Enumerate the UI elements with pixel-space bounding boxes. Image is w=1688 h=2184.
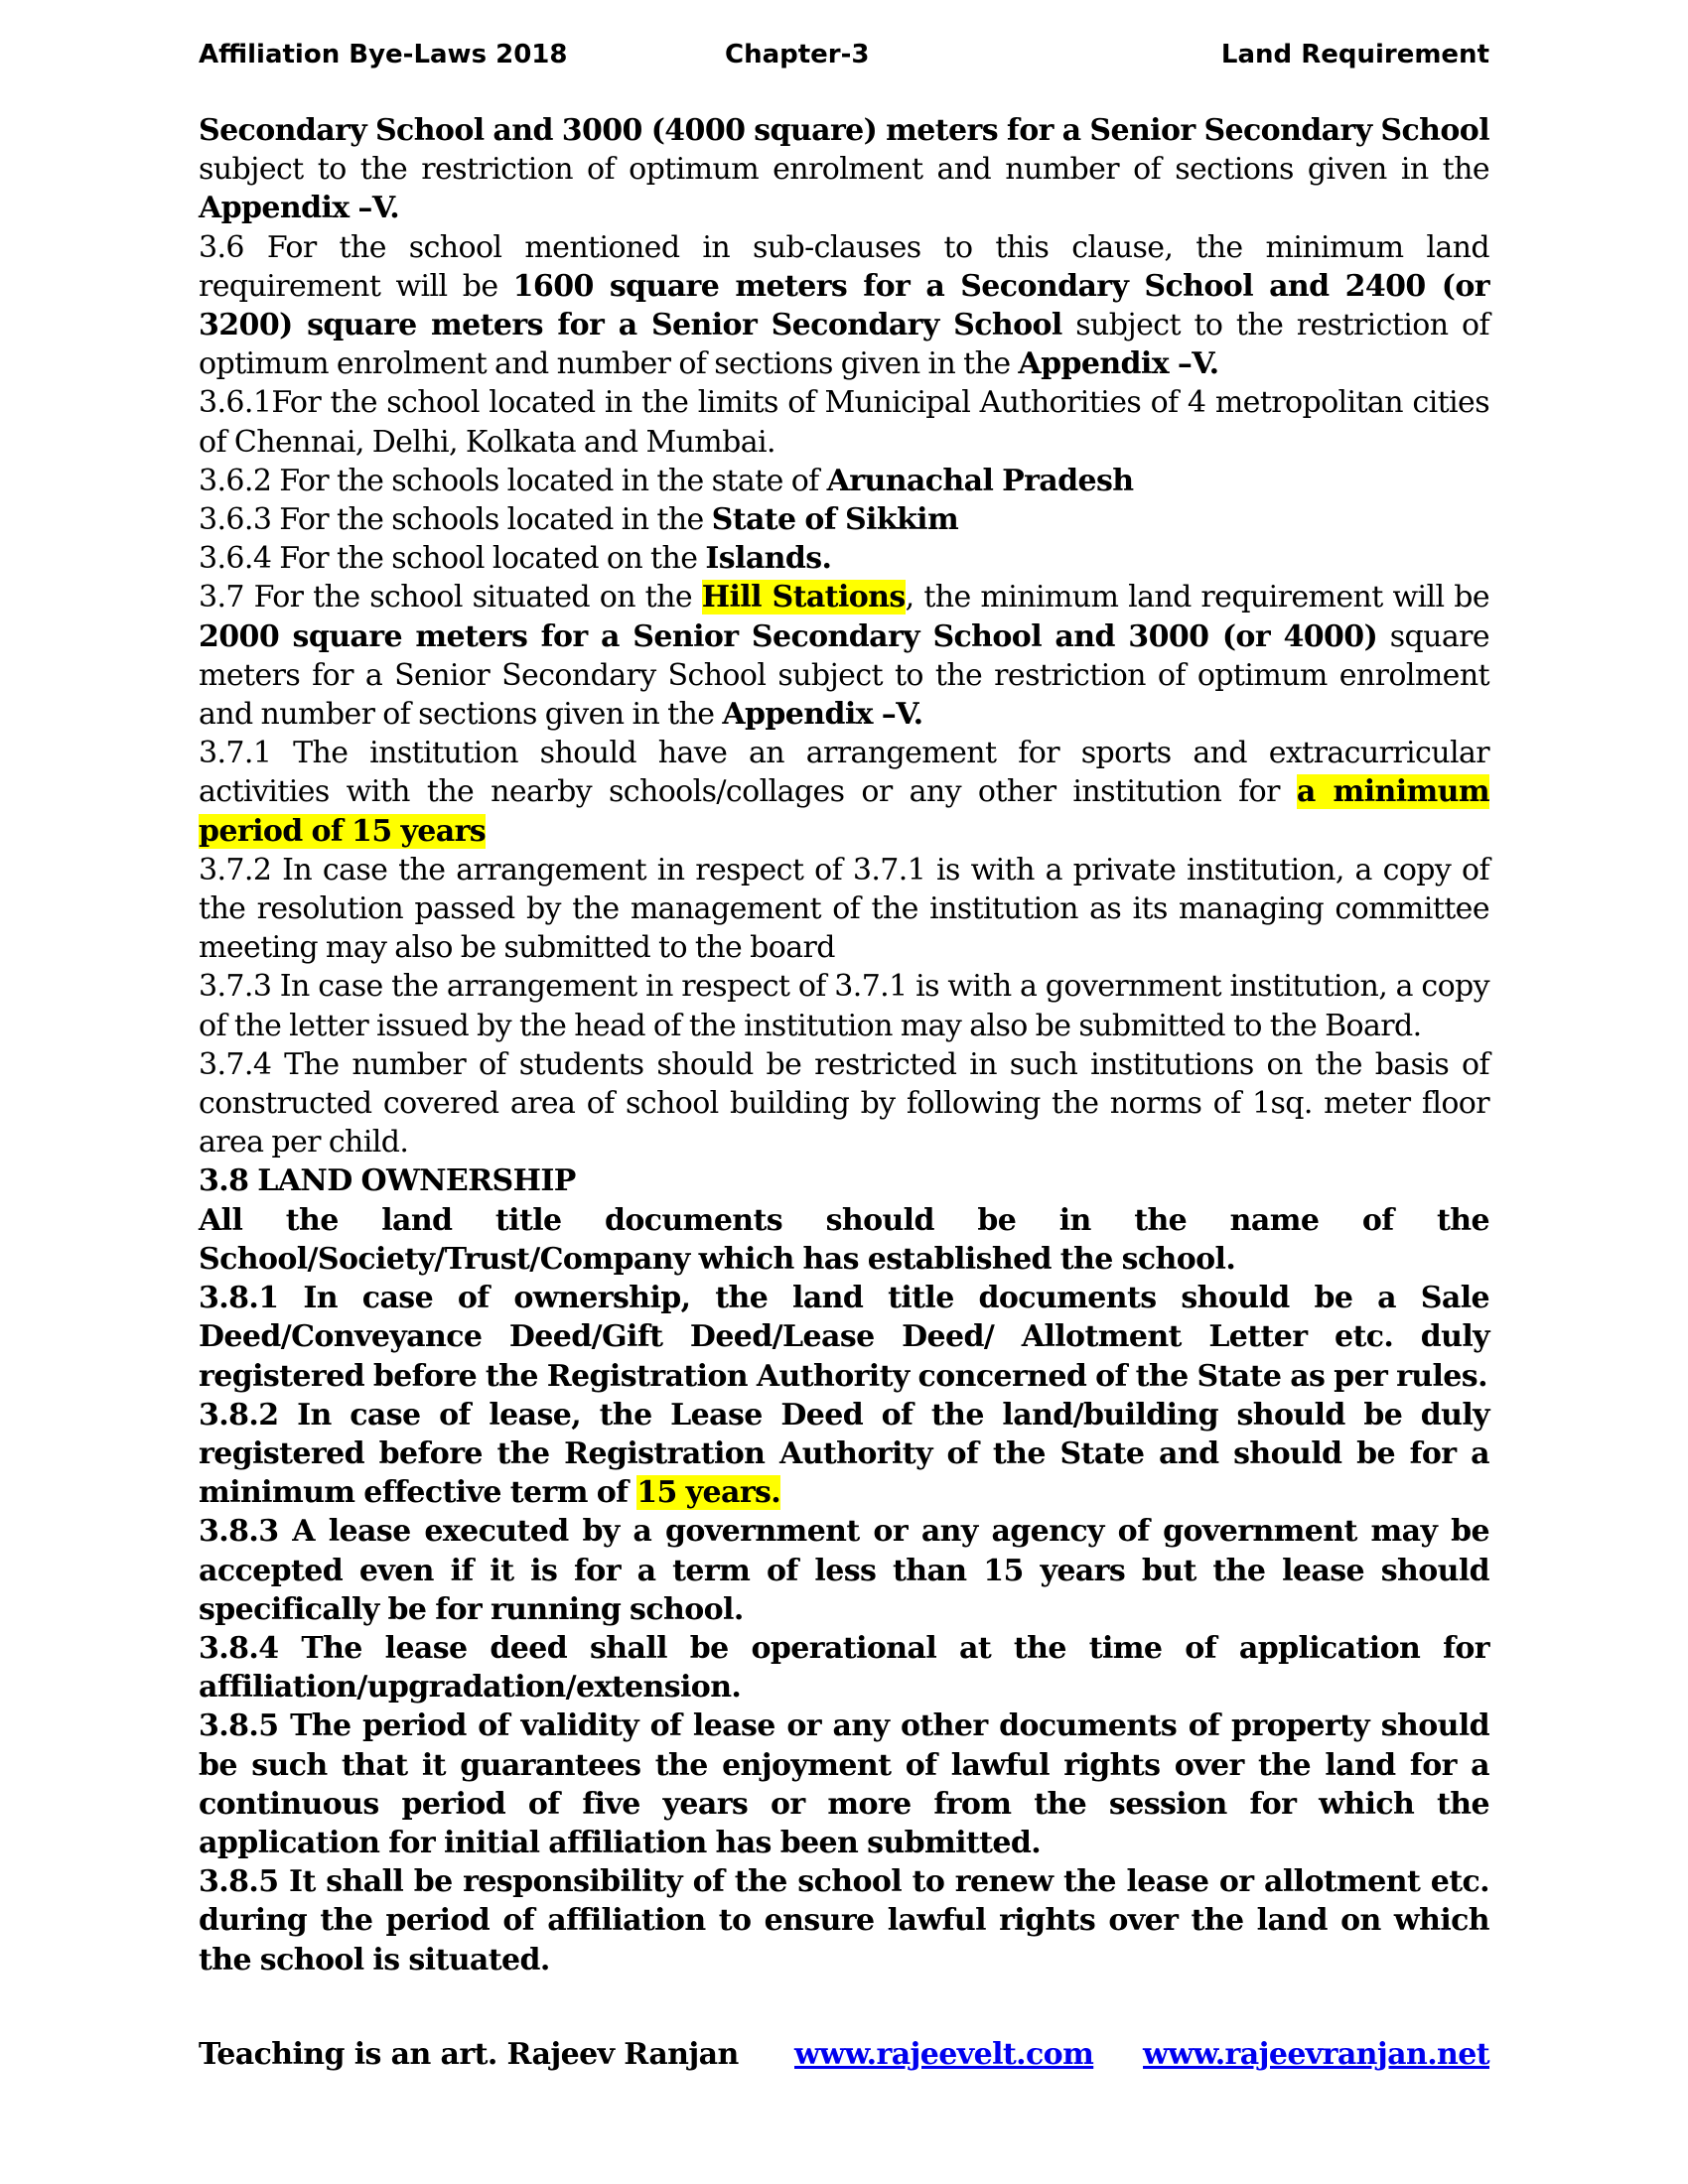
header-chapter: Chapter-3: [725, 40, 870, 69]
clause-3-7-3: 3.7.3 In case the arrangement in respect of 3.7.1 is with a government institution, a copy of the letter issued by the head of the institution may also be submitted to the Board.: [199, 969, 1489, 1043]
appendix-reference: Appendix –V.: [1018, 346, 1219, 382]
clause-3-8-1: 3.8.1 In case of ownership, the land title documents should be a Sale Deed/Conveyance Deed/Gift Deed/Lease Deed/ Allotment Letter etc. duly registered before the Registration Authority concerned of the State as per rules.: [199, 1281, 1489, 1394]
text: 3.6 For the school mentioned in sub-clauses to this clause, the minimum land requirement will be: [199, 229, 1489, 304]
clause-3-8-4: 3.8.4 The lease deed shall be operational at the time of application for affiliation/upgradation/extension.: [199, 1630, 1489, 1706]
clause-3-6-3: [199, 500, 1489, 539]
appendix-reference: Appendix –V.: [199, 191, 400, 226]
bold-text: 1600 square meters for a Secondary School and 2400 (or 3200) square meters for a Senior Secondary School: [199, 268, 1489, 343]
clause-3-8-5-renewal: 3.8.5 It shall be responsibility of the school to renew the lease or allotment etc. during the period of affiliation to ensure lawful rights over the land on which the school is situated.: [199, 1864, 1489, 1978]
text: 3.8.2 In case of lease, the Lease Deed of the land/building should be duly registered before the Registration Authority of the State and should be for a minimum effective term of: [199, 1397, 1489, 1511]
highlighted-text: 15 years.: [636, 1475, 781, 1511]
bold-text: Arunachal Pradesh: [826, 463, 1134, 498]
page-footer: [199, 2037, 1489, 2081]
page-header: [199, 40, 1489, 79]
clause-3-8-3: 3.8.3 A lease executed by a government or any agency of government may be accepted even if it is for a term of less than 15 years but the lease should specifically be for running school.: [199, 1514, 1489, 1627]
text: 3.7.1 The institution should have an arrangement for sports and extracurricular activities with the nearby schools/collages or any other institution for: [199, 736, 1489, 810]
clause-3-8-5-validity: 3.8.5 The period of validity of lease or any other documents of property should be such that it guarantees the enjoyment of lawful rights over the land for a continuous period of five years or more from the session for which the application for initial affiliation has been submitted.: [199, 1708, 1489, 1860]
text: subject to the restriction of optimum enrolment and number of sections given in the: [199, 308, 1489, 382]
clause-3-7-1: [199, 734, 1489, 851]
clause-3-7-4: 3.7.4 The number of students should be restricted in such institutions on the basis of constructed covered area of school building by following the norms of 1sq. meter floor area per child.: [199, 1046, 1489, 1160]
text: , the minimum land requirement will be: [905, 580, 1489, 615]
footer-tagline: Teaching is an art. Rajeev Ranjan: [199, 2037, 739, 2072]
bold-text: 2000 square meters for a Senior Secondary School and 3000 (or 4000): [199, 618, 1378, 654]
document-body: [199, 111, 1489, 1979]
clause-3-7: [199, 578, 1489, 734]
footer-link-rajeevelt[interactable]: www.rajeevelt.com: [794, 2037, 1094, 2072]
text: 3.6.3 For the schools located in the: [199, 502, 712, 538]
appendix-reference: Appendix –V.: [722, 697, 923, 733]
clause-3-6-2: [199, 462, 1489, 500]
footer-link-rajeevranjan[interactable]: www.rajeevranjan.net: [1143, 2037, 1489, 2072]
clause-3-6-4: [199, 539, 1489, 578]
clause-3-6: [199, 228, 1489, 384]
header-section-title: Land Requirement: [1220, 40, 1489, 69]
highlighted-text: Hill Stations: [701, 580, 906, 615]
clause-3-6-1: 3.6.1For the school located in the limits of Municipal Authorities of 4 metropolitan cities of Chennai, Delhi, Kolkata and Mumbai.: [199, 385, 1489, 460]
bold-text: Secondary School and 3000 (4000 square) meters for a Senior Secondary School: [199, 113, 1489, 148]
clause-3-7-2: 3.7.2 In case the arrangement in respect of 3.7.1 is with a private institution, a copy of the resolution passed by the management of the institution as its managing committee meeting may also be submitted to the board: [199, 852, 1489, 966]
bold-text: State of Sikkim: [711, 502, 959, 538]
clause-3-8-intro: All the land title documents should be in the name of the School/Society/Trust/Company which has established the school.: [199, 1202, 1489, 1277]
highlighted-text: a minimum period of 15 years: [199, 774, 1489, 849]
text: 3.7 For the school situated on the: [199, 580, 702, 615]
header-document-title: Affiliation Bye-Laws 2018: [199, 40, 568, 69]
paragraph-land-continuation: [199, 111, 1489, 228]
text: square meters for a Senior Secondary School subject to the restriction of optimum enrolment and number of sections given in the: [199, 618, 1489, 733]
text: subject to the restriction of optimum enrolment and number of sections given in the: [199, 152, 1489, 188]
section-heading-land-ownership: 3.8 LAND OWNERSHIP: [199, 1163, 576, 1199]
text: 3.6.4 For the school located on the: [199, 541, 706, 577]
bold-text: Islands.: [705, 541, 832, 577]
clause-3-8-2: [199, 1396, 1489, 1513]
text: 3.6.2 For the schools located in the state of: [199, 463, 827, 498]
